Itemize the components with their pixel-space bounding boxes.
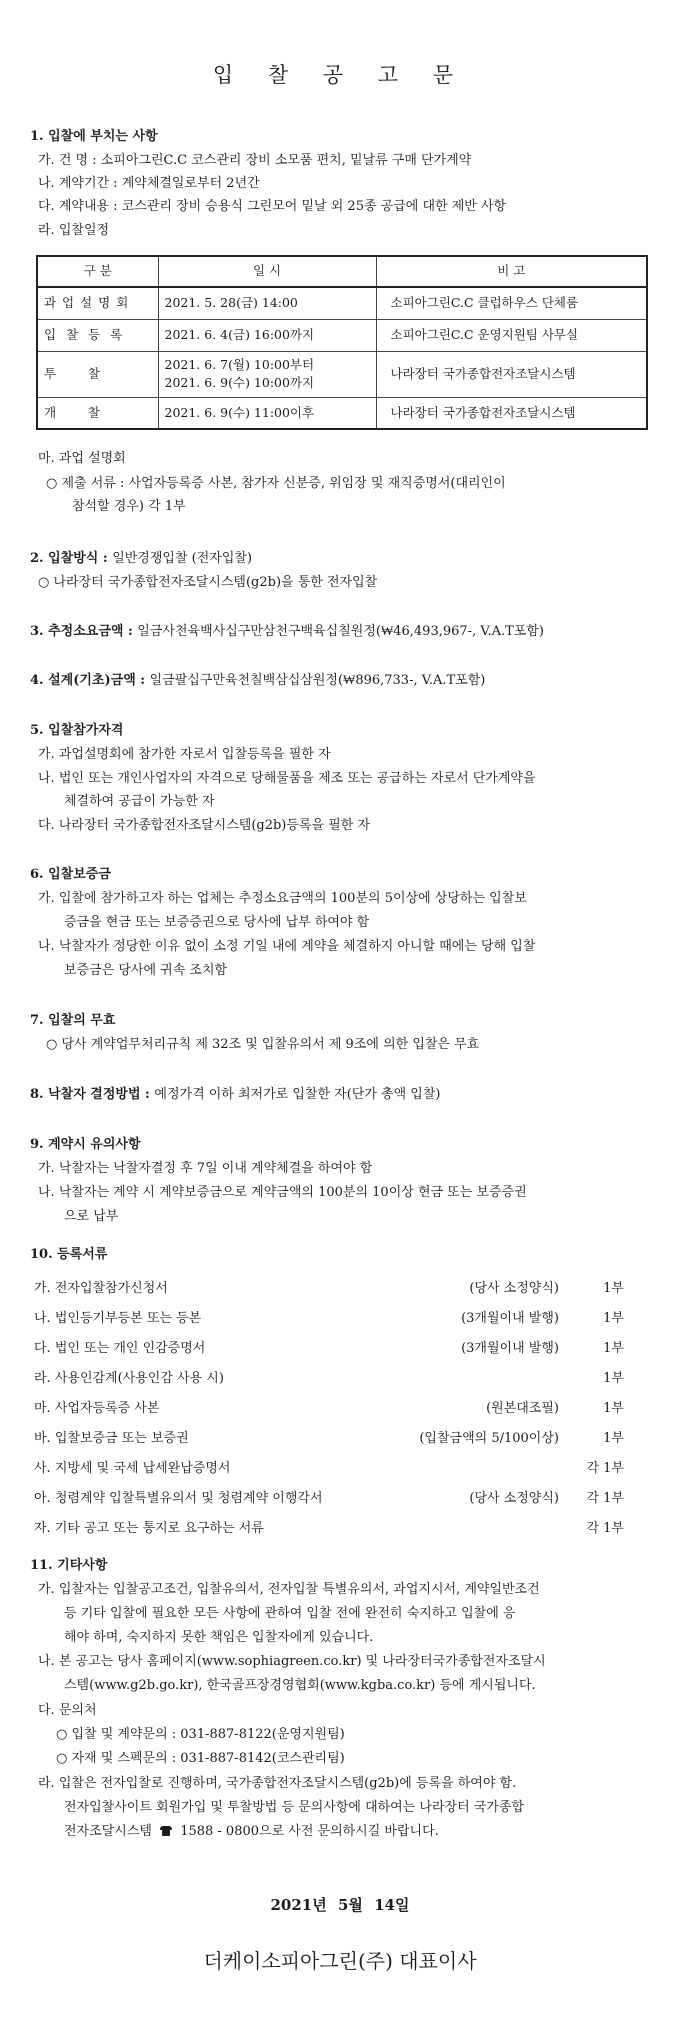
s11-item-b: 나. 본 공고는 당사 홈페이지(www.sophiagreen.co.kr) 및 나라장터국가종합전자조달시 — [38, 1654, 546, 1669]
doc-label: 다. 법인 또는 개인 인감증명서 — [34, 1341, 206, 1356]
s9-item-b-cont: 으로 납부 — [64, 1209, 119, 1224]
header-note: 비 고 — [376, 256, 647, 287]
doc-count: 각 1부 — [586, 1461, 624, 1476]
s11-item-d-system: 전자조달시스템 — [64, 1824, 152, 1839]
section-8-title: 8. 낙찰자 결정방법 : — [30, 1087, 155, 1102]
doc-label: 라. 사용인감계(사용인감 사용 시) — [34, 1371, 224, 1386]
section-11-heading: 11. 기타사항 — [30, 1558, 108, 1573]
section-2-value: 일반경쟁입찰 (전자입찰) — [112, 551, 253, 566]
row-category: 과 업 설 명 회 — [37, 287, 158, 319]
s11-item-b-cont: 스템(www.g2b.go.kr), 한국골프장경영협회(www.kgba.co.kr) 등에 게시됩니다. — [64, 1678, 536, 1693]
doc-count: 각 1부 — [586, 1521, 624, 1536]
row-note: 소피아그린C.C 운영지원팀 사무실 — [376, 319, 647, 351]
doc-label: 마. 사업자등록증 사본 — [34, 1401, 160, 1416]
doc-count: 1부 — [603, 1311, 624, 1326]
doc-count: 1부 — [603, 1431, 624, 1446]
s5-item-b-cont: 체결하여 공급이 가능한 자 — [64, 794, 215, 809]
section-8-heading — [30, 1086, 441, 1105]
row-datetime: 2021. 5. 28(금) 14:00 — [158, 287, 376, 319]
doc-note: (원본대조필) — [486, 1401, 559, 1416]
s6-item-a-cont: 증금을 현금 또는 보증증권으로 당사에 납부 하여야 함 — [64, 915, 370, 930]
s11-item-d-phone: 1588 - 0800으로 사전 문의하시길 바랍니다. — [180, 1824, 439, 1839]
doc-count: 1부 — [603, 1281, 624, 1296]
doc-label: 아. 청렴계약 입찰특별유의서 및 청렴계약 이행각서 — [34, 1491, 323, 1506]
section-6-heading: 6. 입찰보증금 — [30, 867, 111, 882]
section-3-value: 일금사천육백사십구만삼천구백육십칠원정(₩46,493,967-, V.A.T포함) — [137, 624, 544, 639]
s11-item-c: 다. 문의처 — [38, 1703, 97, 1718]
s5-item-a: 가. 과업설명회에 참가한 자로서 입찰등록을 필한 자 — [38, 747, 331, 762]
header-datetime: 일 시 — [158, 256, 376, 287]
table-header-row — [37, 256, 647, 287]
list-item — [34, 1460, 624, 1490]
s1-schedule-label: 라. 입찰일정 — [38, 223, 110, 238]
section-4-heading — [30, 672, 485, 691]
s1-briefing-docs: ○ 제출 서류 : 사업자등록증 사본, 참가자 신분증, 위임장 및 재직증명서(대리인이 — [46, 476, 506, 491]
s11-item-a: 가. 입찰자는 입찰공고조건, 입찰유의서, 전자입찰 특별유의서, 과업지시서, 계약일반조건 — [38, 1582, 540, 1597]
doc-note: (3개월이내 발행) — [461, 1311, 559, 1326]
s7-item: ○ 당사 계약업무처리규칙 제 32조 및 입찰유의서 제 9조에 의한 입찰은 무효 — [46, 1037, 480, 1052]
row-category: 입 찰 등 록 — [37, 319, 158, 351]
row-category: 투 찰 — [37, 351, 158, 397]
s1-contract-name: 가. 건 명 : 소피아그린C.C 코스관리 장비 소모품 편치, 밑날류 구매 단가계약 — [38, 153, 472, 168]
doc-count: 1부 — [603, 1401, 624, 1416]
header-category: 구 분 — [37, 256, 158, 287]
s11-item-d-cont-1: 전자입찰사이트 회원가입 및 투찰방법 등 문의사항에 대하여는 나라장터 국가종합 — [64, 1800, 525, 1815]
list-item — [34, 1520, 624, 1550]
section-1-heading: 1. 입찰에 부치는 사항 — [30, 129, 158, 144]
doc-count: 1부 — [603, 1341, 624, 1356]
row-datetime — [158, 351, 376, 397]
s2-item: ○ 나라장터 국가종합전자조달시스템(g2b)을 통한 전자입찰 — [38, 575, 378, 590]
section-7-heading: 7. 입찰의 무효 — [30, 1013, 116, 1028]
phone-icon — [160, 1826, 172, 1836]
section-4-title: 4. 설계(기초)금액 : — [30, 673, 150, 688]
section-2-heading — [30, 550, 252, 569]
doc-label: 자. 기타 공고 또는 통지로 요구하는 서류 — [34, 1521, 264, 1536]
row-note: 나라장터 국가종합전자조달시스템 — [376, 397, 647, 429]
s5-item-b: 나. 법인 또는 개인사업자의 자격으로 당해물품을 제조 또는 공급하는 자로서 단가계약을 — [38, 771, 536, 786]
doc-note: (당사 소정양식) — [469, 1281, 559, 1296]
s5-item-c: 다. 나라장터 국가종합전자조달시스템(g2b)등록을 필한 자 — [38, 818, 370, 833]
doc-note: (입찰금액의 5/100이상) — [419, 1431, 559, 1446]
row-note: 소피아그린C.C 클럽하우스 단체룸 — [376, 287, 647, 319]
list-item — [34, 1370, 624, 1400]
doc-label: 가. 전자입찰참가신청서 — [34, 1281, 168, 1296]
row-datetime-end: 2021. 6. 9(수) 10:00까지 — [164, 375, 315, 390]
section-9-heading: 9. 계약시 유의사항 — [30, 1137, 141, 1152]
document-title: 입 찰 공 고 문 — [212, 63, 468, 87]
s1-contract-content: 다. 계약내용 : 코스관리 장비 승용식 그린모어 밑날 외 25종 공급에 대한 제반 사항 — [38, 199, 507, 214]
s11-item-d: 라. 입찰은 전자입찰로 진행하며, 국가종합전자조달시스템(g2b)에 등록을 하여야 함. — [38, 1776, 517, 1791]
list-item — [34, 1340, 624, 1370]
s11-item-a-cont-2: 해야 하며, 숙지하지 못한 책임은 입찰자에게 있습니다. — [64, 1630, 374, 1645]
section-8-value: 예정가격 이하 최저가로 입찰한 자(단가 총액 입찰) — [154, 1087, 441, 1102]
s6-item-b-cont: 보증금은 당사에 귀속 조치함 — [64, 963, 228, 978]
company-signature: 더케이소피아그린(주) 대표이사 — [203, 1949, 477, 1973]
notice-date: 2021년 5월 14일 — [270, 1896, 410, 1914]
list-item — [34, 1490, 624, 1520]
section-5-heading: 5. 입찰참가자격 — [30, 723, 124, 738]
section-3-title: 3. 추정소요금액 : — [30, 624, 138, 639]
doc-label: 사. 지방세 및 국세 납세완납증명서 — [34, 1461, 231, 1476]
table-row — [37, 397, 647, 429]
s11-item-a-cont-1: 등 기타 입찰에 필요한 모든 사항에 관하여 입찰 전에 완전히 숙지하고 입찰에 응 — [64, 1606, 516, 1621]
table-row — [37, 287, 647, 319]
s6-item-a: 가. 입찰에 참가하고자 하는 업체는 추정소요금액의 100분의 5이상에 상당하는 입찰보 — [38, 891, 527, 906]
row-category: 개 찰 — [37, 397, 158, 429]
s1-contract-period: 나. 계약기간 : 계약체결일로부터 2년간 — [38, 176, 260, 191]
doc-label: 바. 입찰보증금 또는 보증권 — [34, 1431, 189, 1446]
s11-contact-bid: ○ 입찰 및 계약문의 : 031-887-8122(운영지원팀) — [56, 1727, 345, 1742]
list-item — [34, 1430, 624, 1460]
table-row — [37, 351, 647, 397]
doc-note: (당사 소정양식) — [469, 1491, 559, 1506]
doc-count: 각 1부 — [586, 1491, 624, 1506]
s1-briefing-docs-cont: 참석할 경우) 각 1부 — [72, 499, 186, 514]
s1-briefing-label: 마. 과업 설명회 — [38, 451, 126, 466]
row-datetime: 2021. 6. 4(금) 16:00까지 — [158, 319, 376, 351]
list-item — [34, 1400, 624, 1430]
s11-contact-material: ○ 자재 및 스펙문의 : 031-887-8142(코스관리팀) — [56, 1751, 345, 1766]
doc-note: (3개월이내 발행) — [461, 1341, 559, 1356]
list-item — [34, 1310, 624, 1340]
table-row — [37, 319, 647, 351]
list-item — [34, 1280, 624, 1310]
row-datetime-start: 2021. 6. 7(월) 10:00부터 — [164, 356, 315, 372]
section-10-heading: 10. 등록서류 — [30, 1247, 108, 1262]
s6-item-b: 나. 낙찰자가 정당한 이유 없이 소정 기일 내에 계약을 체결하지 아니할 때에는 당해 입찰 — [38, 939, 536, 954]
doc-count: 1부 — [603, 1371, 624, 1386]
registration-documents-list — [34, 1280, 624, 1550]
bid-schedule-table — [36, 255, 648, 430]
doc-label: 나. 법인등기부등본 또는 등본 — [34, 1311, 202, 1326]
section-2-title: 2. 입찰방식 : — [30, 551, 113, 566]
s11-item-d-cont-2 — [64, 1823, 439, 1842]
section-4-value: 일금팔십구만육천칠백삼십삼원정(₩896,733-, V.A.T포함) — [149, 673, 486, 688]
row-note: 나라장터 국가종합전자조달시스템 — [376, 351, 647, 397]
row-datetime: 2021. 6. 9(수) 11:00이후 — [158, 397, 376, 429]
s9-item-a: 가. 낙찰자는 낙찰자결정 후 7일 이내 계약체결을 하여야 함 — [38, 1161, 373, 1176]
s9-item-b: 나. 낙찰자는 계약 시 계약보증금으로 계약금액의 100분의 10이상 현금 또는 보증증권 — [38, 1185, 527, 1200]
section-3-heading — [30, 623, 544, 642]
